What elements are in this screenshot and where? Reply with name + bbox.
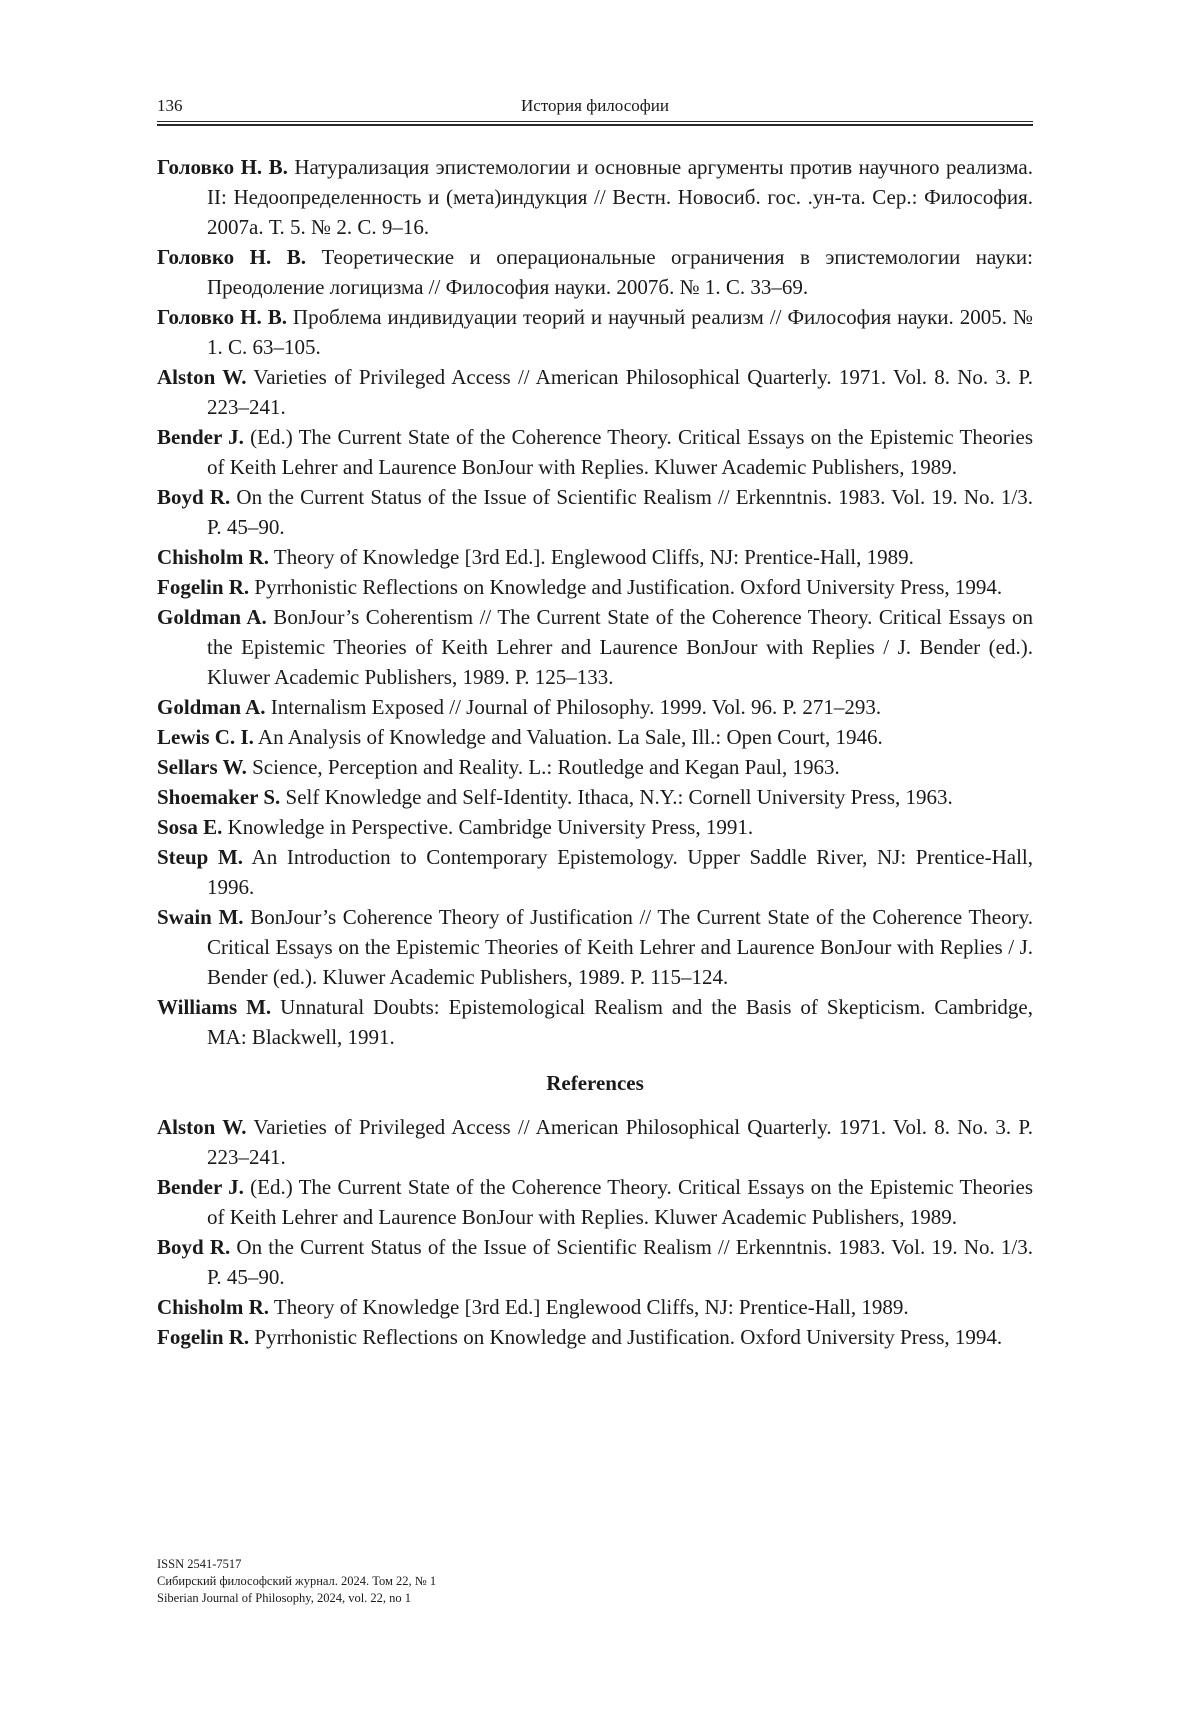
reference-entry: [157, 722, 1033, 752]
references-list: [157, 1112, 1033, 1352]
entry-text: Varieties of Privileged Access // American Philosophical Quarterly. 1971. Vol. 8. No. 3. P. 223–241.: [207, 1115, 1033, 1169]
page-number: 136: [157, 96, 183, 115]
entry-text: Pyrrhonistic Reflections on Knowledge and Justification. Oxford University Press, 1994.: [249, 1325, 1003, 1349]
reference-entry: [157, 1172, 1033, 1232]
reference-entry: [157, 422, 1033, 482]
header-rule-thin: [157, 121, 1033, 122]
entry-text: Varieties of Privileged Access // American Philosophical Quarterly. 1971. Vol. 8. No. 3. P. 223–241.: [207, 365, 1033, 419]
entry-text: Unnatural Doubts: Epistemological Realism and the Basis of Skepticism. Cambridge, MA: Blackwell, 1991.: [207, 995, 1033, 1049]
entry-text: Теоретические и операциональные ограничения в эпистемологии науки: Преодоление логицизма // Философия науки. 2007б. № 1. С. 33–69.: [207, 245, 1033, 299]
footer-journal-ru: Сибирский философский журнал. 2024. Том 22, № 1: [157, 1574, 437, 1588]
entry-author: Goldman A.: [157, 605, 267, 629]
reference-entry: [157, 842, 1033, 902]
entry-text: (Ed.) The Current State of the Coherence Theory. Critical Essays on the Epistemic Theories of Keith Lehrer and Laurence BonJour with Replies. Kluwer Academic Publishers, 1989.: [207, 1175, 1034, 1229]
entry-text: An Analysis of Knowledge and Valuation. La Sale, Ill.: Open Court, 1946.: [253, 725, 883, 749]
reference-entry: [157, 482, 1033, 542]
entry-text: Theory of Knowledge [3rd Ed.] Englewood Cliffs, NJ: Prentice-Hall, 1989.: [269, 1295, 909, 1319]
entry-author: Boyd R.: [157, 1235, 231, 1259]
entry-author: Головко Н. В.: [157, 305, 287, 329]
reference-entry: [157, 1292, 1033, 1322]
reference-entry: [157, 602, 1033, 692]
footer-journal-en: Siberian Journal of Philosophy, 2024, vol. 22, no 1: [157, 1591, 412, 1605]
entry-author: Fogelin R.: [157, 1325, 250, 1349]
reference-entry: [157, 812, 1033, 842]
entry-author: Alston W.: [157, 365, 247, 389]
entry-author: Fogelin R.: [157, 575, 250, 599]
reference-entry: [157, 902, 1033, 992]
entry-text: Theory of Knowledge [3rd Ed.]. Englewood Cliffs, NJ: Prentice-Hall, 1989.: [269, 545, 914, 569]
footer-issn: ISSN 2541-7517: [157, 1557, 242, 1571]
entry-author: Головко Н. В.: [157, 155, 288, 179]
entry-text: (Ed.) The Current State of the Coherence Theory. Critical Essays on the Epistemic Theories of Keith Lehrer and Laurence BonJour with Replies. Kluwer Academic Publishers, 1989.: [207, 425, 1034, 479]
entry-author: Alston W.: [157, 1115, 247, 1139]
reference-entry: [157, 752, 1033, 782]
main-content: [157, 152, 1033, 1352]
reference-entry: [157, 572, 1033, 602]
entry-text: Knowledge in Perspective. Cambridge University Press, 1991.: [222, 815, 754, 839]
entry-text: On the Current Status of the Issue of Scientific Realism // Erkenntnis. 1983. Vol. 19. No. 1/3. P. 45–90.: [207, 485, 1033, 539]
entry-author: Bender J.: [157, 425, 244, 449]
reference-entry: [157, 152, 1033, 242]
entry-author: Boyd R.: [157, 485, 231, 509]
header-rule-thick: [157, 124, 1033, 126]
entry-author: Steup M.: [157, 845, 244, 869]
entry-author: Chisholm R.: [157, 545, 270, 569]
entry-text: Pyrrhonistic Reflections on Knowledge and Justification. Oxford University Press, 1994.: [249, 575, 1003, 599]
reference-entry: [157, 362, 1033, 422]
entry-text: Self Knowledge and Self-Identity. Ithaca, N.Y.: Cornell University Press, 1963.: [280, 785, 953, 809]
entry-author: Sosa E.: [157, 815, 223, 839]
entry-text: Science, Perception and Reality. L.: Routledge and Kegan Paul, 1963.: [246, 755, 840, 779]
entry-text: Натурализация эпистемологии и основные аргументы против научного реализма. II: Недоопределенность и (мета)индукция // Вестн. Новосиб. гос. .ун-та. Сер.: Философия. 2007а. Т. 5. № 2. С. 9–16.: [207, 155, 1033, 239]
reference-entry: [157, 692, 1033, 722]
bibliography-list: [157, 152, 1033, 1052]
entry-author: Swain M.: [157, 905, 244, 929]
entry-author: Williams M.: [157, 995, 272, 1019]
entry-text: BonJour’s Coherentism // The Current State of the Coherence Theory. Critical Essays on the Epistemic Theories of Keith Lehrer and Laurence BonJour with Replies / J. Bender (ed.). Kluwer Academic Publishers, 1989. P. 125–133.: [207, 605, 1034, 689]
entry-text: An Introduction to Contemporary Epistemology. Upper Saddle River, NJ: Prentice-Hall, 1996.: [207, 845, 1033, 899]
entry-author: Bender J.: [157, 1175, 244, 1199]
entry-author: Головко Н. В.: [157, 245, 306, 269]
reference-entry: [157, 782, 1033, 812]
reference-entry: [157, 1232, 1033, 1292]
reference-entry: [157, 242, 1033, 302]
entry-text: Проблема индивидуации теорий и научный реализм // Философия науки. 2005. № 1. С. 63–105.: [207, 305, 1033, 359]
reference-entry: [157, 1112, 1033, 1172]
references-heading: References: [546, 1071, 644, 1095]
entry-text: Internalism Exposed // Journal of Philosophy. 1999. Vol. 96. P. 271–293.: [265, 695, 882, 719]
reference-entry: [157, 992, 1033, 1052]
running-title: История философии: [521, 96, 669, 115]
entry-author: Shoemaker S.: [157, 785, 281, 809]
entry-author: Chisholm R.: [157, 1295, 270, 1319]
page-footer: [157, 1556, 436, 1607]
reference-entry: [157, 1322, 1033, 1352]
running-header: [157, 96, 1033, 120]
entry-author: Lewis C. I.: [157, 725, 254, 749]
reference-entry: [157, 542, 1033, 572]
reference-entry: [157, 302, 1033, 362]
entry-author: Sellars W.: [157, 755, 247, 779]
entry-text: On the Current Status of the Issue of Scientific Realism // Erkenntnis. 1983. Vol. 19. No. 1/3. P. 45–90.: [207, 1235, 1033, 1289]
entry-text: BonJour’s Coherence Theory of Justification // The Current State of the Coherence Theory. Critical Essays on the Epistemic Theories of Keith Lehrer and Laurence BonJour with Replies / J. Bender (ed.). Kluwer Academic Publishers, 1989. P. 115–124.: [207, 905, 1033, 989]
entry-author: Goldman A.: [157, 695, 266, 719]
